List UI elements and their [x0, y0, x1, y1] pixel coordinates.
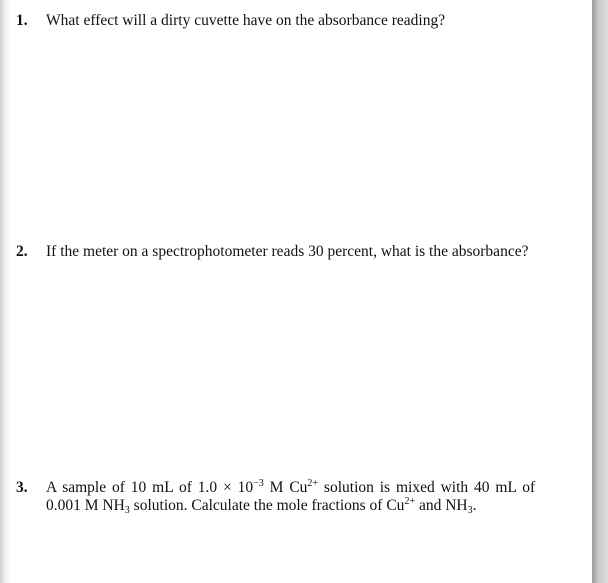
- text: 0.001 M NH: [46, 497, 125, 514]
- subscript: 3: [467, 505, 473, 516]
- ion-charge: 2+: [307, 478, 319, 489]
- question-number: 1.: [16, 12, 28, 29]
- page-edge-shadow: [592, 0, 608, 583]
- text: solution. Calculate the mole fractions of Cu: [129, 497, 405, 514]
- question-text-line-1: [46, 479, 535, 497]
- subscript: 3: [124, 505, 130, 516]
- question-text-line-2: [46, 497, 476, 515]
- question-number: 2.: [16, 243, 28, 260]
- text: A sample of 10 mL of 1.0 × 10: [46, 479, 254, 496]
- text: and NH: [415, 497, 468, 514]
- text: .: [472, 497, 477, 514]
- question-text: What effect will a dirty cuvette have on the absorbance reading?: [46, 12, 446, 29]
- question-number: 3.: [16, 479, 28, 496]
- question-text: If the meter on a spectrophotometer reads 30 percent, what is the absorbance?: [46, 243, 529, 260]
- exponent: −3: [253, 478, 264, 489]
- ion-charge: 2+: [404, 496, 416, 507]
- text: solution is mixed with 40 mL of: [318, 479, 536, 496]
- text: M Cu: [263, 479, 308, 496]
